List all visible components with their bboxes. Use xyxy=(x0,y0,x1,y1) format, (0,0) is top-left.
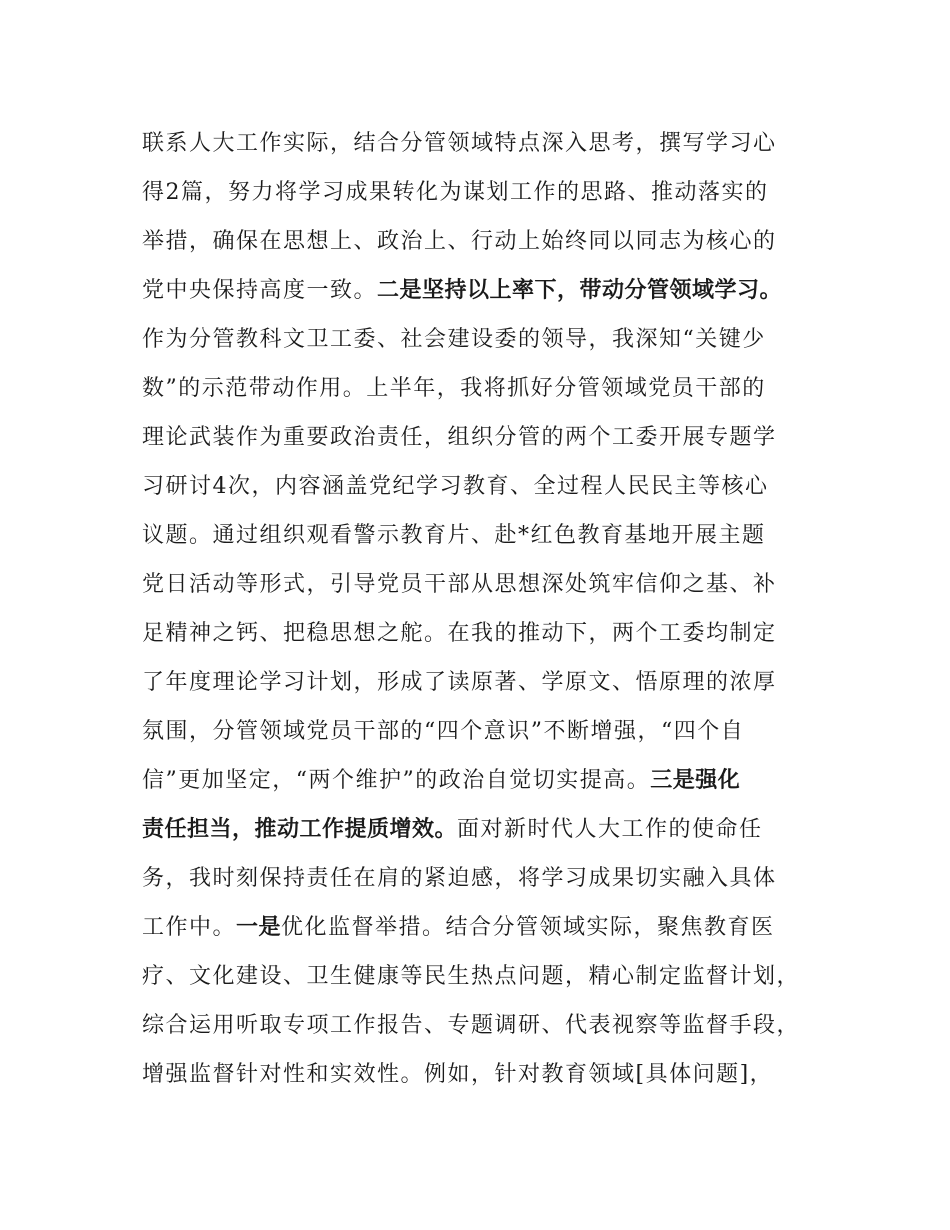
text-run: 增强监督针对性和实效性。例如，针对教育领域[具体问题]， xyxy=(142,1062,774,1087)
text-run: 理论武装作为重要政治责任，组织分管的两个工委开展专题学 xyxy=(142,425,777,450)
text-run: 信”更加坚定，“两个维护”的政治自觉切实提高。 xyxy=(142,768,651,793)
text-line xyxy=(142,616,777,652)
text-run: 得2篇，努力将学习成果转化为谋划工作的思路、推动落实的 xyxy=(142,180,769,205)
text-line xyxy=(142,322,766,358)
text-run: 党日活动等形式，引导党员干部从思想深处筑牢信仰之基、补 xyxy=(142,572,777,597)
text-line xyxy=(142,567,777,603)
bold-heading-run: 三是强化 xyxy=(650,768,741,793)
text-line xyxy=(142,420,777,456)
text-run: 议题。通过组织观看警示教育片、赴*红色教育基地开展主题 xyxy=(142,523,766,548)
text-run: 工作中。 xyxy=(142,915,237,940)
text-run: 务，我时刻保持责任在肩的紧迫感，将学习成果切实融入具体 xyxy=(142,866,777,891)
bold-heading-run: 一是 xyxy=(236,915,282,940)
text-run: 优化监督举措。结合分管领域实际，聚焦教育医 xyxy=(281,915,775,940)
text-run: 足精神之钙、把稳思想之舵。在我的推动下，两个工委均制定 xyxy=(142,621,777,646)
text-run: 数”的示范带动作用。上半年，我将抓好分管领域党员干部的 xyxy=(142,376,766,401)
text-line xyxy=(142,224,777,260)
text-run: 氛围，分管领域党员干部的“四个意识”不断增强，“四个自 xyxy=(142,719,745,744)
text-run: 作为分管教科文卫工委、社会建设委的领导，我深知“关键少 xyxy=(142,327,766,352)
text-run: 面对新时代人大工作的使命任 xyxy=(457,817,763,842)
text-run: 习研讨4次，内容涵盖党纪学习教育、全过程人民民主等核心 xyxy=(142,474,769,499)
text-run: 联系人大工作实际，结合分管领域特点深入思考，撰写学习心 xyxy=(142,131,777,156)
text-run: 了年度理论学习计划，形成了读原著、学原文、悟原理的浓厚 xyxy=(142,670,777,695)
text-line xyxy=(142,126,777,162)
text-run: 举措，确保在思想上、政治上、行动上始终同以同志为核心的 xyxy=(142,229,777,254)
text-run: 党中央保持高度一致。 xyxy=(142,278,378,303)
text-line xyxy=(142,1057,773,1093)
text-line xyxy=(142,273,782,309)
text-line xyxy=(142,763,740,799)
text-run: 综合运用听取专项工作报告、专题调研、代表视察等监督手段， xyxy=(142,1013,801,1038)
text-line xyxy=(142,1008,800,1044)
text-run: 疗、文化建设、卫生健康等民生热点问题，精心制定监督计划， xyxy=(142,964,801,989)
text-line xyxy=(142,665,777,701)
text-line xyxy=(142,861,777,897)
text-line xyxy=(142,175,769,211)
text-line xyxy=(142,812,763,848)
text-line xyxy=(142,371,766,407)
text-line xyxy=(142,518,766,554)
text-line xyxy=(142,959,800,995)
bold-heading-run: 责任担当，推动工作提质增效。 xyxy=(142,817,458,842)
bold-heading-run: 二是坚持以上率下，带动分管领域学习。 xyxy=(377,278,783,303)
text-line xyxy=(142,469,769,505)
text-line xyxy=(142,910,775,946)
text-line xyxy=(142,714,744,750)
